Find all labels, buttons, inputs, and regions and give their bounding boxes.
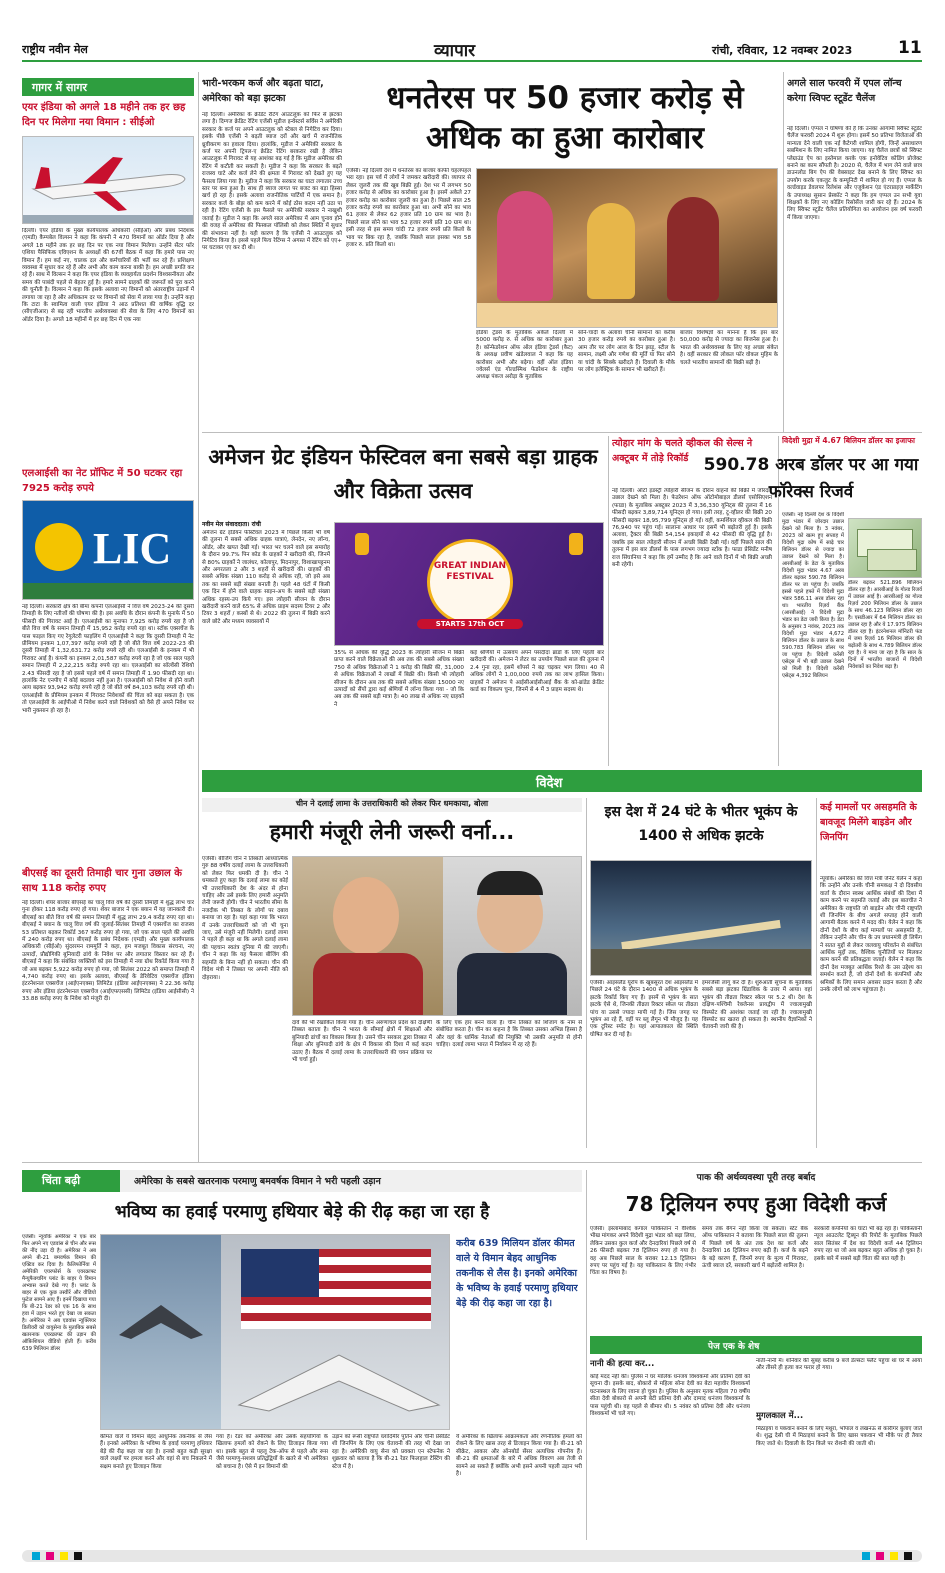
b21-kicker-row [22,1170,582,1192]
b21-story-2: कीमत वाले ये विमान बेहद आधुनिक तकनीक से लैस हैं। इनको अमेरिका के भविष्य के हवाई परमाणु हथियार बेड़े की रीढ़ कहा जा रहा है। इनको बहुत कड़ी सुरक्षा वाले लक्ष्यों पर हमला करने और वहां से बच निकलने में सक्षम बनाते हुए डिजाइन किया [100,1434,212,1470]
newspaper-name: राष्ट्रीय नवीन मेल [22,43,88,56]
b21-kicker: अमेरिका के सबसे खतरनाक परमाणु बमवर्षक विमान ने भरी पहली उड़ान [134,1176,381,1187]
lic-emblem-icon [35,523,83,571]
continued-story-mughal: मिठाइयां व पकवान बनाने के लिए मथुरा, भोपाल व लखनऊ से कारीगर बुलाए जाते थे। शुद्ध देसी घी में मिठाइयां बनाने के लिए खास पकवान भी मौके पर ही तैयार किए जाते थे। दिवाली के दिन किले पर रोशनी की जाती थी। [756,1426,922,1447]
diwali-jewellery-photo [476,168,778,328]
festival-banner-date: STARTS 17th OCT [417,619,523,629]
column-divider [198,72,199,1162]
b21-story-5: ये अमेरिका के खिलाफ आक्रामकता और रणनीतिक हमलों को रोकने के लिए खास तरह से डिजाइन किया गया है। बी-21 को सीक्रेट, आकार और ऑनबोर्ड सेंसर अत्यधिक गोपनीय हैं। बी-21 की क्षमताओं के बारे में अधिक विवरण अब तेजी से सामने आ सकते हैं क्योंकि अभी इसने अपनी पहली उड़ान भरी है। [456,1434,582,1478]
left-story-bse: नई दिल्ली। शेयर बाजार बीएसई का चालू वित्त वर्ष की दूसरी तिमाही में शुद्ध लाभ चार गुना होकर 118 करोड़ रुपए हो गया। शेयर बाजार ने एक बयान में यह जानकारी दी। बीएसई का बीते वित्त वर्ष की समान तिमाही में शुद्ध लाभ 29.4 करोड़ रुपए रहा था। बीएसई ने बयान के चालू वित्त वर्ष की जुलाई-सितंबर तिमाही में एक्सचेंज का राजस्व 53 प्रतिशत बढ़कर रिकॉर्ड 367 करोड़ रुपए हो गया, जो एक साल पहले की अवधि में 240 करोड़ रुपए था। बीएसई के प्रबंध निदेशक (एमडी) और मुख्य कार्यपालक अधिकारी (सीईओ) सुंदररमन राममूर्ति ने कहा, हम मजबूत विकास संरचना, नए उत्पादों, प्रौद्योगिकी बुनियादी ढांचे के निवेश पर और लगातार विस्तार कर रहे हैं। बीएसई ने कहा कि संबंधित व्यक्तियों को इस तिमाही में नया ग्रोथ रिकॉर्ड किया गया है जो अब बढ़कर 5,922 करोड़ रुपए हो गया, जो सितंबर 2022 को समाप्त तिमाही में 4,740 करोड़ रुपए था। इसके अलावा, बीएसई के डेरिवेटिव एक्सचेंज इंडिया इंटरनेशनल एक्सचेंज (आईएनएक्स) लिमिटेड (इंडिया आईएनएक्स) ने 22.36 करोड़ रुपए और इंडिया इंटरनेशनल एक्सचेंज (आईएफएससी) लिमिटेड (इंडिया आईसीसी) ने 33.88 करोड़ रुपए के निवेश को मंजूरी दी। [22,900,194,1003]
lic-logo-text: LIC [93,524,172,573]
air-india-photo [22,136,194,224]
column-divider [783,72,784,432]
left-headline-bse: बीएसई का दूसरी तिमाही चार गुना उछाल के साथ 118 करोड़ रुपए [22,868,182,894]
amazon-story-2: 35% से अधिक की वृद्धि 2023 के त्योहारी सीजन में बिक्री प्राप्त करने वाले विक्रेताओं की अब तक की सबसे अधिक संख्या 750 से अधिक विक्रेताओं ने 1 करोड़ की बिक्री की, 31,000 से अधिक विक्रेताओं ने लाखों में बिक्री की। किसी भी त्योहारी सीजन के दौरान अब तक की सबसे अधिक संख्या 15000 नए उत्पादों को सैंपों द्वारा कई श्रेणियों में लॉन्च किया गया - जो कि अब तक की सबसे बड़ी मात्रा है। 40 लाख से अधिक नए ग्राहकों ने [334,650,464,708]
registration-bar-bottom [22,1550,922,1562]
vehicle-sales-headline: त्योहार मांग के चलते व्हीकल की सेल्स ने अक्टूबर में तोड़े रिकॉर्ड [612,438,753,464]
diwali-story-2: इंडिया ट्रेडर्स के मुताबिक अकेले दिल्ली में 5000 करोड़ रु. से अधिक का कारोबार हुआ है। कॉन्फेडरेशन ऑफ ऑल इंडिया ट्रेडर्स (कैट) के अध्यक्ष प्रवीण खंडेलवाल ने कहा कि यह कारोबार अभी और बढ़ेगा। वहीं ऑल इंडिया ज्वेलर्स एंड गोल्डस्मिथ फेडरेशन के राष्ट्रीय अध्यक्ष पंकज अरोड़ा के मुताबिक [476,330,573,381]
shopper-figure-icon [497,191,553,301]
videsh-section-title: विदेश [536,776,563,791]
vehicle-sales-story: नई दिल्ली। ऑटो इंडस्ट्री त्योहारी सीजन के दौरान वाहनों की बिक्री में जोरदार उछाल देखने को मिला है। फेडरेशन ऑफ ऑटोमोबाइल डीलर्स एसोसिएशन (फाडा) के मुताबिक अक्टूबर 2023 में 3,36,330 यूनिट्स की तुलना में 16 फीसदी बढ़कर 3,89,714 यूनिट्स हो गया। इसी तरह, टू-व्हीलर की बिक्री 20 फीसदी बढ़कर 18,95,799 यूनिट्स हो गई। वहीं, कमर्शियल व्हीकल की बिक्री 76,940 पर पहुंच गई। सालाना आधार पर इसमें भी बढ़ोतरी हुई है। इसके अलावा, ट्रैक्टर की बिक्री 54,154 इकाइयों से 42 फीसदी की वृद्धि हुई है। जबकि इस साल त्योहारी सीजन में अच्छी बिक्री देखी गई। वहीं पिछले साल की तुलना में इस बार डीलर्स के पास लगभग ज्यादा स्टॉक है। फाडा प्रेसिडेंट मनीष राज सिंघानिया ने कहा कि हमें उम्मीद है कि आने वाले दिनों में भी बिक्री अच्छी बनी रहेगी। [612,488,772,569]
section-title: व्यापार [434,41,476,61]
ground-crack-icon [621,920,781,950]
left-section-tag: गागर में सागर [22,78,194,96]
forex-story-main: एजेंसी। नई दिल्ली देश के विदेशी मुद्रा भंडार में जोरदार उछाल देखने को मिला है। 3 नवंबर, 2023 को खत्म हुए सप्ताह में विदेशी मुद्रा कोष में साढ़े चार बिलियन डॉलर से ज्यादा का उछाल देखने को मिला है। आरबीआई के डेटा के मुताबिक विदेशी मुद्रा भंडार 4.67 अरब डॉलर बढ़कर 590.78 बिलियन डॉलर पर जा पहुंचा है। जबकि इससे पहले हफ्ते में विदेशी मुद्रा भंडार 586.11 अरब डॉलर रहा था। भारतीय रिज़र्व बैंक (आरबीआई) ने विदेशी मुद्रा भंडार का डेटा जारी किया है। डेटा के अनुसार 3 नवंबर, 2023 तक विदेशी मुद्रा भंडार 4,672 बिलियन डॉलर के उछाल के साथ 590.783 बिलियन डॉलर पर जा पहुंचा है। विदेशी करेंसी एसेट्स में भी बड़ी उछाल देखने को मिली है। विदेशी करेंसी एसेट्स 4,392 बिलियन [782,512,844,679]
left-headline-lic: एलआईसी का नेट प्रॉफिट में 50 घटकर रहा 7925 करोड़ रुपये [22,468,183,494]
amazon-headline: अमेजन ग्रेट इंडियन फेस्टिवल बना सबसे बड़ा ग्राहक और विक्रेता उत्सव [208,445,598,503]
left-story-air-india: दिल्ली। एयर इंडिया के मुख्य कार्यपालक अधिकारी (सीईओ) और प्रबंध निदेशक (एमडी) कैम्पबेल विल्सन ने कहा कि कंपनी ने 470 विमानों का ऑर्डर दिया है और अगले 18 महीने तक हर छह दिन पर एक नया विमान मिलेगा। उन्होंने सेंटर फॉर एशिया पैसिफिक एविएशन के अध्यक्षों की 67वीं बैठक में कहा कि हमारे पास नए विमान हैं। हम कई नए, चालक दल और कर्मचारियों की भर्ती कर रहे हैं। प्रशिक्षण व्यवस्था में सुधार कर रहे हैं और अभी और काम करना बाकी है। हम अच्छी प्रगति कर रहे हैं। साथ में विल्सन ने कहा कि एयर इंडिया के व्यवहार्यता प्रदर्शन विश्वसनीयता और समय की पाबंदी पहले से बेहतर हुई है। हमारे सामने ग्राहकों की जरूरतें को पूरा करने की चुनौती है। विल्सन ने कहा कि इसके अलावा नए विमानों को अंतरराष्ट्रीय उड़ानों में लगाया जा रहा है और अधिकतम दर पर विमानों को सेवा में लाया गया है। उन्होंने कहा कि टाटा के स्वामित्व वाली एयर इंडिया ने आठ प्रतिशत की वार्षिक वृद्धि दर (सीएजीआर) से बढ़ रही भारतीय अर्थव्यवस्था की सेवा के लिए 470 विमानों का ऑर्डर दिया है। अगले 18 महीनों में हर छह दिन में एक नया [22,228,194,323]
page-number: 11 [898,38,922,58]
masthead [22,36,922,62]
us-flag-icon [241,1249,431,1329]
col2-story-us-debt: नई दिल्ली। अमेरिका के क्रेडिट रेटिंग आउटलुक को फिर से झटका लगा है। दिग्गज क्रेडिट रेटिंग एजेंसी मूडीज इन्वेस्टर्स सर्विस ने अमेरिकी सरकार के कर्ज पर अपने आउटलुक को स्टेबल से निगेटिव कर दिया। इसके पीछे एजेंसी ने बढ़ती ब्याज दरों और खर्च में राजनीतिक ध्रुवीकरण का हवाला दिया। हालांकि, मूडीज ने अमेरिकी सरकार के कर्ज पर अपनी ट्रिपल-ए क्रेडिट रेटिंग बरकरार रखी है लेकिन आउटलुक में गिरावट से यह आशंका बढ़ गई है कि मूडीज अमेरिका की रेटिंग में कटौती कर सकती है। मूडीज ने कहा कि सरकार के बढ़ते राजस्व घाटे और कर्ज लेने की क्षमता में गिरावट को देखते हुए यह फैसला लिया गया है। मूडीज ने कहा कि सरकार का घाटा लगातार उच्च स्तर पर बना हुआ है। साथ ही ब्याज लागत पर बजट का बड़ा हिस्सा खर्च हो रहा है। इसके अलावा राजनीतिक पार्टियों में एक समान है। सरकार कर्ज के बोझ को कम करने में कोई ठोस कदम नहीं उठा पा रही है। रेटिंग एजेंसी के इस फैसले पर अमेरिकी सरकार ने नाखुशी जताई है। मूडीज ने कहा कि अगले साल अमेरिका में आम चुनाव होने की वजह से अमेरिका की फिस्कल पॉलिसी को लेकर स्थिति में सुधार की संभावना नहीं है। यही कारण है कि एजेंसी ने आउटलुक को निगेटिव किया है। इससे पहले फिच रेटिंग्स ने अगस्त में रेटिंग को एए+ पर घटाकर एए कर दी थी। [202,112,342,252]
continued-headline-mughal: मुगलकाल में... [756,1410,804,1420]
continued-story-nani-2: नाती-नानी में। शनिवार की सुबह करीब 9 बजे डेल्सटा फ्लैट पहुंचा था घर में आया और तीसरे ही हत्या कर फरार हो गया। [756,1358,922,1372]
iceland-quake-photo [590,860,812,976]
column-divider [586,798,587,1148]
diwali-story-1: एजेंसी। नई दिल्ली देश में धनतेरस का बाजार काफी चहलपहल भरा रहा। इस पर्व में लोगों ने जमकर खरीदारी की। व्यापार से लेकर जुलरी तक की खूब बिक्री हुई। देश भर में लगभग 50 हजार करोड़ से अधिक का कारोबार हुआ है। इसमें अकेले 27 हजार करोड़ का कारोबार जुलरी का हुआ है। पिछले साल 25 हजार करोड़ रुपये का कारोबार हुआ था। अभी सोने का भाव 61 हजार से लेकर 62 हजार प्रति 10 ग्राम का भाव है। पिछले साल सोने का भाव 52 हजार रुपये प्रति 10 ग्राम था। इसी तरह से इस समय चांदी 72 हजार रुपये प्रति किलो के भाव पर बिक रहा है, जबकि पिछले साल इसका भाव 58 हजार रु. प्रति किलो था। [346,168,471,249]
b21-headline: भविष्य का हवाई परमाणु हथियार बेड़े की रीढ़ कहा जा रहा है [114,1202,490,1222]
lantern-icon [355,533,369,555]
b21-story-1: एजेंसी। न्यूयॉर्क अमेरिका ने एक बार फिर अपने नए एडवांस से चीन और रूस की नींद उड़ा दी है। अमेरिका ने अब अपने बी-21 बमवर्षक विमान की एक्टिव कर दिया है। कैलिफोर्निया में अमेरिकी एयरफोर्स के एयरक्राफ्ट मैन्युफैक्चरिंग प्लांट के बाहर ये विमान अभ्यास करते देखे गए हैं। प्लांट के बाहर से एक कुछ तस्वीरें और वीडियो फुटेज सामने आए हैं। इनमें दिखाया गया कि बी-21 रेडर को एक 16 के साथ हवा में उड़ान भरते हुए देखा जा सकता है। अमेरिका ने अब एडवांस न्यूक्लियर डिलीवरी को वायुसेना के मुताबिक सबसे खतरनाक एयरक्राफ्ट की उड़ान की ऑफ़िशियल वीडियो होती हैं। करीब 639 मिलियन डॉलर [22,1234,96,1352]
continued-headline-nani: नानी की हत्या कर... [590,1358,655,1368]
dalai-lama-photo [293,857,443,1015]
left-headline-air-india: एयर इंडिया को अगले 18 महीने तक हर छह दिन पर मिलेगा नया विमान : सीईओ [22,102,186,128]
amazon-byline: नवीन मेल संवाददाता। रांची [202,521,261,528]
bomber-left-photo [101,1235,221,1429]
b21-bomber-photo [100,1234,450,1430]
festival-banner-title: GREAT INDIAN FESTIVAL [433,561,507,582]
b21-section-tag: चिंता बढ़ी [22,1170,120,1192]
b21-bomber-icon [119,1305,203,1339]
lantern-icon [569,533,583,555]
great-indian-festival-banner [334,522,604,646]
currency-notes-photo [848,518,922,578]
diwali-story-3: सोने-चांदी के अलावा चीनी सामानों का करीब 30 हजार करोड़ रुपये का कारोबार हुआ है। आम तौर पर लोग आज के दिन झाड़ू, स्टील के सामान, लक्ष्मी और गणेश की मूर्ति या फिर सोने या चांदी के सिक्के खरीदते हैं। दिवाली के मौके पर लोग इलेक्ट्रिक के सामान भी खरीदते हैं। [578,330,675,374]
apple-headline: अगले साल फरवरी में एपल लॉन्च करेगा स्विफ्ट स्टूडेंट चैलेंज [787,78,902,104]
pak-story-1: एजेंसी। इस्लामाबाद कंगाल पाकिस्तान ने वैश्विक भीख मांगकर अपने विदेशी मुद्रा भंडार को बढ़ा लिया, लेकिन उसका कुल कर्ज और देनदारियां पिछले वर्ष से 26 फीसदी बढ़कर 78 ट्रिलियन रुपए हो गया है। वह अब पिछले साल के बराबर 12.13 ट्रिलियन रुपए पर पहुंच गई है। यह पाकिस्तान के लिए गंभीर चिंता का विषय है। [590,1226,696,1277]
pak-story-2: समय तक बैंगन नहीं किया जा सकता। स्टेट बैंक ऑफ पाकिस्तान ने बताया कि पिछले साल की तुलना में पिछले वर्ष के अंत तक देश का कर्ज और देनदारियां 16 ट्रिलियन रुपए बढ़ी हैं। कर्ज के बढ़ने के बड़े कारण हैं, जिनमें रुपए के मूल्य में गिरावट, ऊंची ब्याज दरें, सरकारी खर्च में बढ़ोतरी शामिल है। [702,1226,808,1270]
amazon-story-3: कई श्रेणियों में उत्सवप अपने पसंदीदा ब्रांडों के लिए पहली बार खरीदारी की। अमेजन ने लेटर का उपयोग पिछले साल की तुलना में 2.4 गुना रहा, इसमें शॉपर्स ने बढ़ चढ़कर भाग लिया। 40 से अधिक लोगों ने 1,00,000 रुपये तक का लाभ हासिल किया। ग्राहकों ने अमेजन पे आईसीआईसीआई बैंक के को-ब्रांडेड क्रेडिट कार्ड का विकल्प चुना, जिनमें से 4 में 3 प्राइम सदस्य थे। [470,650,604,694]
apple-story: नई दिल्ली। एप्पल ने घोषणा की है कि उनका आगामी स्विफ्ट स्टूडेंट चैलेंज फरवरी 2024 में शुरू होगा। इसमें 50 प्रतिभा विजेताओं की मान्यता देने वाली एक नई कैटेगरी शामिल होगी, जिन्हें असाधारण सबमिशन के लिए नामित किया जाएगा। यह चैलेंज छात्रों को स्विफ्ट प्लेग्राउंड ऐप का इस्तेमाल करके एक इनोवेटिव कोडिंग प्रोजेक्ट बनाने का काम सौंपती है। 2020 से, चैलेंज में भाग लेने वाले छात्र डाउनलोड बिग ऐप की वेबसाइट देख बनाने के लिए स्विफ्ट का उपयोग करके एकजुट के कम्यूनिटी में शामिल हो गए हैं। एप्पल के वर्ल्डवाइड डेवलपर रिलेशंस और एजुकेशन एंड एंटरप्राइज़ मार्केटिंग के उपाध्यक्ष सुसान प्रेस्कॉट ने कहा कि हम एप्पल उन सभी युवा शिक्षकों के लिए नए कोडिंग रिसोर्सेज जारी कर रहे हैं। 2024 के लिए स्विफ्ट स्टूडेंट चैलेंज प्रतियोगिता का आयोजन इस वर्ष फरवरी में किया जाएगा। [787,126,922,221]
quake-headline: इस देश में 24 घंटे के भीतर भूकंप के 1400 से अधिक झटके [604,804,798,844]
biden-xi-headline: कई मामलों पर असहमति के बावजूद मिलेंगे बाइडेन और जिनपिंग [820,802,917,843]
dalai-lama-xi-photo [292,856,582,1016]
row-divider [202,432,922,433]
dateline: रांची, रविवार, 12 नवम्बर 2023 [712,44,853,57]
left-story-lic: नई दिल्ली। सरकारी क्षेत्र की बीमा कंपनी एलआईसी ने वित्त वर्ष 2023-24 की दूसरी तिमाही के लिए नतीजों की घोषणा की है। इस अवधि के दौरान कंपनी के मुनाफे में 50 फीसदी की गिरावट आई है। एलआईसी का मुनाफा 7,925 करोड़ रुपये रहा है जो बीते वित्त वर्ष के समान तिमाही में 15,952 करोड़ रुपये रहा था। स्टॉक एक्सचेंज के पास फाइल किए गए रेगुलेटरी फाइलिंग में एलआईसी ने कहा कि दूसरी तिमाही में नेट प्रीमियम इनकम 1,07,397 करोड़ रुपये रही है जो बीते वित्त वर्ष 2022-23 की दूसरी तिमाही में 1,32,631.72 करोड़ रुपये रही थी। एलआईसी के इनकम में भी गिरावट आई है। कंपनी का इनकम 2,01,587 करोड़ रुपये रहा है जो एक साल पहले समान तिमाही में 2,22,215 करोड़ रुपये रहा था। एलआईसी का सॉल्वेंसी रेशियो 2.43 फीसदी रहा है जो इससे पहले वर्ष में समान तिमाही में 1.90 फीसदी रहा था। हालांकि नेट एनपीए में कोई बदलाव नहीं हुआ है। एलआईसी को निवेश से होने वाली आय बढ़कर 93,942 करोड़ रुपये रही है जो बीते वर्ष 84,103 करोड़ रुपये रही थी। एलआईसी के प्रीमियम इनकम में गिरावट निवेशकों की चिंता को बढ़ा सकता है। एक तो एलआईसी के आईपीओ में निवेश करने वाले निवेशकों को वैसे ही अपने निवेश पर भारी नुकसान हो रहा है। [22,604,194,714]
diwali-headline: धनतेरस पर 50 हजार करोड़ से अधिक का हुआ कारोबार [386,80,744,156]
forex-subheadline: विदेशी मुद्रा में 4.67 बिलियन डॉलर का इजाफा [782,436,915,445]
b21-story-3: गया है। रेडर को अमेरिका और उसके सहयोगियों के खिलाफ हमलों को रोकने के लिए डिजाइन किया गया था। इसके बहुत से पहलू टेक-ऑफ से पहले और रूस जैसे परमाणु-सशस्त्र प्रतिद्वंद्वियों के खतरे से भी अमेरिका को बचाना है। ऐसे में इन विमानों की [216,1434,328,1470]
continued-story-nani: कोई मदद नहीं की। पुलिस ने घर मालिक धनंजय विश्वकर्मा और प्रतिमा देवी को सूचना दी। इसके बाद, बोकारो से महिला सोना देवी का बेटा महावीर विश्वकर्मा घटनास्थल के लिए रवाना हो चुका है। पुलिस के अनुसार मृतक महिला 70 वर्षीय सीता देवी बोकारो से अपनी बेटी प्रतिमा देवी और दामाद धनंजय विश्वकर्मा के पास पहुंची थी। वह पहले से बीमार थी। 5 नवंबर को प्रतिमा देवी और धनंजय विश्वकर्मा भी चले गए। [590,1374,750,1418]
b21-story-4: उड़ान को रूसी राष्ट्रपति व्लादिमीर पुतिन और चीनी प्रेसीडेंट शी जिनपिंग के लिए एक चेतावनी की तरह भी देखा जा रहा है। अमेरिकी वायु सेना को प्रवक्ता एन स्टेफनेक ने शुक्रवार को बताया है कि बी-21 रेडर फिलहाल टेस्टिंग की स्टेज में है। [332,1434,450,1470]
column-divider [816,798,817,1148]
page-one-continued-title: पेज एक के शेष [708,1342,760,1352]
pak-subheadline: पाक की अर्थव्यवस्था पूरी तरह बर्बाद [696,1173,816,1183]
forex-story-2: डॉलर बढ़कर 521.896 बिलियन डॉलर रहा है। आरबीआई के गोल्ड रिजर्व में उछाल आई है। आरबीआई का गोल्ड रिज़र्व 200 मिलियन डॉलर के उछाल के साथ 46.123 बिलियन डॉलर रहा है। एसडीआर में 64 मिलियन डॉलर का उछाल रहा है और ये 17.975 बिलियन डॉलर रहा है। इंटरनेशनल मॉनिटरी फंड में जमा रिज़र्व 16 मिलियन डॉलर की बढ़ोतरी के साथ 4.789 बिलियन डॉलर रहा है। ये माना जा रहा है कि साल के दिनों में भारतीय बाजारों में विदेशी निवेशकों का निवेश बढ़ा है। [848,580,922,670]
quake-story-2: इमरजेंसी लागू कर दी है। शुरुआती सूचना के मुताबिक सबसे बड़ा झटका ग्रिंडाविक के उत्तर में आया। वहां भूकंप की तीव्रता रिक्टर स्केल पर 5.2 थी। देश के दक्षिण-पश्चिमी रेक्जेनस प्रायद्वीप में ज्वालामुखी विस्फोट की आशंका जताई जा रही है। ज्वालामुखी विस्फोट का खतरा हो सकता है। स्थानीय वैज्ञानिकों ने चेतावनी जारी की है। [702,980,812,1031]
forex-headline: 590.78 अरब डॉलर पर आ गया फॉरेक्स रिजर्व [703,455,919,502]
china-story-2: दावे की भी रेखांकित किया गया है। चीन अरुणाचल प्रदेश को दक्षिणी तिब्बत बताता है। चीन ने भारत के सीमाई क्षेत्रों में शिक्षाओं और बुनियादी ढांचों का विकास किया है। उसने चीन सरकार द्वारा तिब्बत में शिक्षा और बुनियादी ढांचे के क्षेत्र में विकास की दिशा में कई कदम उठाए हैं। बैठक में दलाई लामा के उत्तराधिकारी की चयन प्रक्रिया पर भी चर्चा हुई। [292,1020,432,1064]
amazon-story-1: अमेजन ग्रेट इंडियन फेस्टिवल 2023 में पिछले किसी भी वर्ष की तुलना में सबसे अधिक ग्राहक यात्राएं, लेनदेन, नए लॉन्च, ऑर्डर, और खपत देखी गई। भारत भर चलने वाले इस समारोह के दौरान 99.7% पिन कोड के ग्राहकों ने खरीदारी की, जिनमें से 80% ग्राहकों ने जालंधर, कोलापुर, मिदनापुर, विशाखापट्टनम और अगरतला 2 और 3 शहरों से खरीदारी की। ग्राहकों की सबसे अधिक संख्या 110 करोड़ से अधिक रही, जो इसे अब तक का सबसे बड़ी संख्या बनाती है। पहले 48 घंटों में किसी एक दिन में होने वाले ग्राहक साइन-अप के सबसे बड़ी संख्या अधिक रहस्य-उप किये गए। इस त्योहारी सीजन के दौरान खरीदारी करने वाले 65% से अधिक प्राइम सदस्य टियर 2 और टियर 3 शहरों / कस्बों से थे। 2022 की तुलना में बिक्री करने वाले छोटे और मध्यम व्यवसायों में [202,530,330,625]
b21-pull-quote: करीब 639 मिलियन डॉलर कीमत वाले ये विमान बेहद आधुनिक तकनीक से लैस है। इनको अमेरिका के भविष्य के हवाई परमाणु हथियार बेड़े की रीढ़ कहा जा रहा है। [456,1238,578,1309]
xi-jinping-photo [443,857,581,1015]
column-divider [586,1170,587,1540]
page-one-continued-bar [590,1336,922,1354]
videsh-section-bar [202,770,922,792]
row-divider [22,1162,922,1163]
registration-bar-top [0,0,945,8]
china-story-3: के लिए एक हार बनने वाला है। चीन तिब्बत को शिजांग के नाम से संबोधित करता है। चीन का कहना है कि तिब्बत उसका अभिन्न हिस्सा है और वहां के धार्मिक नेताओं की नियुक्ति भी उसकी अनुमति से होनी चाहिए। दलाई लामा भारत में निर्वासन में रह रहे हैं। [436,1020,582,1049]
biden-xi-story: न्यूयॉर्क। अमेरिका की वित्त मंत्री जेनेट येलेन ने कहा कि उन्होंने और उनके चीनी समकक्ष ने दो दिवसीय वार्ता के दौरान स्वस्थ आर्थिक संबंधों की दिशा में काम करने पर सहमति जताई और इस बातचीत ने अमेरिका के राष्ट्रपति जो बाइडेन और चीनी राष्ट्रपति शी जिनपिंग के बीच अगले सप्ताह होने वाली आगामी बैठक करने में मदद की। येलेन ने कहा कि दोनों देशों के बीच कई मामलों पर असहमति है, लेकिन उन्होंने और चीन के उप प्रधानमंत्री ही लिफेंग ने सतत मुद्दों से लेकर जलवायु परिवर्तन से संबंधित आर्थिक मुद्दों तक, वैश्विक चुनौतियों पर मिलकर काम करने की प्रतिबद्धता जताई। येलेन ने कहा कि दोनों देश मजबूत आर्थिक रिश्ते के उस उद्देश्य का समर्थन करते हैं, जो दोनों देशों के कंपनियों और श्रमिकों के लिए समान अवसर प्रदान करता है और उनके लोगों को लाभ पहुंचाता है। [820,876,922,994]
diwali-story-4: बाजार विशेषज्ञों का मानना है कि इस बार 50,000 करोड़ से ज्यादा का बिजनेस हुआ है। भारत की अर्थव्यवस्था के लिए यह अच्छा संकेत है। वहीं सरकार की लोकल फॉर वोकल मुहिम के चलते भारतीय सामानों की बिक्री बढ़ी है। [680,330,778,366]
china-headline: हमारी मंजूरी लेनी जरूरी वर्ना... [269,820,515,844]
quake-story-1: एजेंसी। आइसलैंड यूरोप के खूबसूरत देश आइसलैंड में पिछले 24 घंटे के दौरान 1400 से अधिक भूकंप के झटके रिकॉर्ड किए गए हैं। इसमें से भूकंप के सात झटके ऐसे थे, जिनकी तीव्रता रिक्टर स्केल पर तीव्रता पांच या उससे ज्यादा मापी गई है। जिस जगह पर भूकंप आ रहे हैं, वहीं पर ब्लू लैगून भी मौजूद है। यह एक टूरिस्ट स्पॉट है। यहां आपातकाल की स्थिति घोषित कर दी गई है। [590,980,698,1038]
pak-headline: 78 ट्रिलियन रुपए हुआ विदेशी कर्ज [625,1192,887,1216]
column-divider [608,436,609,766]
pak-story-3: सरकारी कंपनियों का घाटा भी बढ़ रहा है। पाकिस्तानी न्यूज आउटलेट ट्रिब्यून की रिपोर्ट के मुताबिक पिछले साल सितंबर में देश का विदेशी कर्ज 44 ट्रिलियन रुपए रहा था जो अब बढ़कर बहुत अधिक हो चुका है। इसके बारे में सबसे बड़ी चिंता की बात यही है। [814,1226,922,1262]
china-kicker: चीन ने दलाई लामा के उत्तराधिकारी को लेकर फिर धमकाया, बोला [202,798,582,812]
col2-headline-us-debt: भारी-भरकम कर्ज और बढ़ता घाटा, अमेरिका को बड़ा झटका [202,78,324,104]
china-story-1: एजेंसी। बीजिंग चीन ने तिब्बती आध्यात्मिक गुरु 88 वर्षीय दलाई लामा के उत्तराधिकारी को लेकर फिर धमकी दी है। चीन ने धमकाते हुए कहा कि दलाई लामा का कोई भी उत्तराधिकारी देश के अंदर से होना चाहिए और उसे इसके लिए हमारी अनुमति लेनी जरूरी होगी। चीन ने भारतीय सीमा के नजदीक भी तिब्बत के लोगों पर दबाव बनाया जा रहा है। यहां कहा गया कि भारत में उनके उत्तराधिकारी को जो भी चुना जाए, उसे मंजूरी नहीं मिलेगी। दलाई लामा ने पहले ही कहा था कि अगले दलाई लामा की पहचान स्वतंत्र दुनिया में की जाएगी। चीन ने कहा कि यह फैसला बीजिंग की सहमति के बिना नहीं हो सकता। चीन की विदेश मंत्री ने तिब्बत पर अपनी नीति को दोहराया। [202,856,288,981]
lic-logo-photo [22,500,194,600]
